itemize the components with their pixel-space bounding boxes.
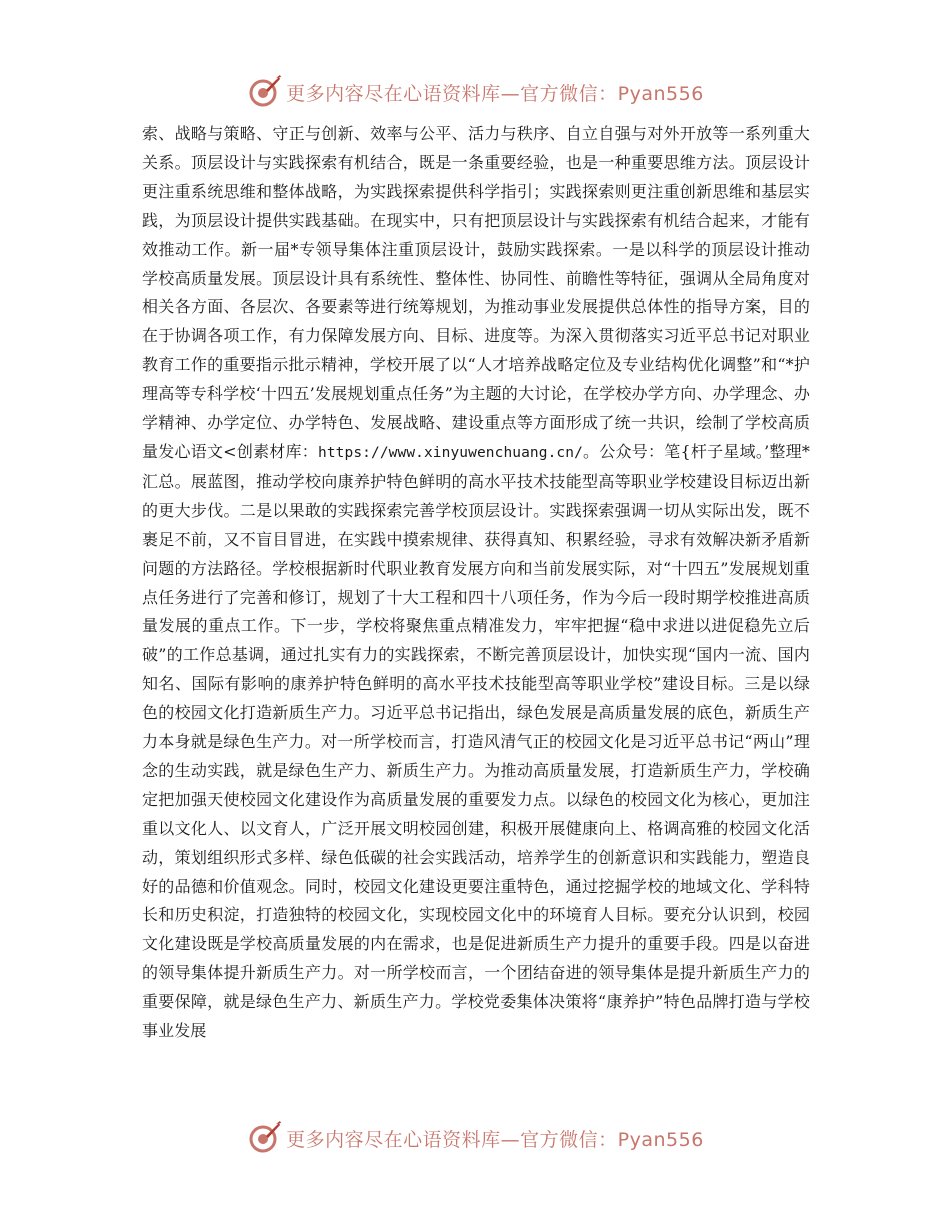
header-banner-text: 更多内容尽在心语资料库—官方微信：Pyan556	[286, 82, 704, 105]
quill-pen-logo-icon	[246, 74, 282, 110]
header-banner	[0, 72, 950, 112]
footer-banner-text: 更多内容尽在心语资料库—官方微信：Pyan556	[286, 1128, 704, 1151]
body-text-before-url: 索、战略与策略、守正与创新、效率与公平、活力与秩序、自立自强与对外开放等一系列重大关系。顶层设计与实践探索有机结合，既是一条重要经验，也是一种重要思维方法。顶层设计更注重系统思维和整体战略，为实践探索提供科学指引；实践探索则更注重创新思维和基层实践，为顶层设计提供实践基础。在现实中，只有把顶层设计与实践探索有机结合起来，才能有效推动工作。新一届*专领导集体注重顶层设计，鼓励实践探索。一是以科学的顶层设计推动学校高质量发展。顶层设计具有系统性、整体性、协同性、前瞻性等特征，强调从全局角度对相关各方面、各层次、各要素等进行统筹规划，为推动事业发展提供总体性的指导方案，目的在于协调各项工作，有力保障发展方向、目标、进度等。为深入贯彻落实习近平总书记对职业教育工作的重要指示批示精神，学校开展了以“人才培养战略定位及专业结构优化调整”和“*护理高等专科学校‘十四五’发展规划重点任务”为主题的大讨论，在学校办学方向、办学理念、办学精神、办学定位、办学特色、发展战略、建设重点等方面形成了统一共识，绘制了学校高质量发心语文<创素材库：	[142, 124, 810, 461]
quill-pen-logo-icon	[246, 1120, 282, 1156]
body-paragraph	[142, 120, 810, 1046]
footer-banner	[0, 1118, 950, 1158]
body-text-after-url: 。公众号：笔{杆子星域。’整理*汇总。展蓝图，推动学校向康养护特色鲜明的高水平技术技能型高等职业学校建设目标迈出新的更大步伐。二是以果敢的实践探索完善学校顶层设计。实践探索强调一切从实际出发，既不裹足不前，又不盲目冒进，在实践中摸索规律、获得真知、积累经验，寻求有效解决新矛盾新问题的方法路径。学校根据新时代职业教育发展方向和当前发展实际，对“十四五”发展规划重点任务进行了完善和修订，规划了十大工程和四十八项任务，作为今后一段时期学校推进高质量发展的重点工作。下一步，学校将聚焦重点精准发力，牢牢把握“稳中求进以进促稳先立后破”的工作总基调，通过扎实有力的实践探索，不断完善顶层设计，加快实现“国内一流、国内知名、国际有影响的康养护特色鲜明的高水平技术技能型高等职业学校”建设目标。三是以绿色的校园文化打造新质生产力。习近平总书记指出，绿色发展是高质量发展的底色，新质生产力本身就是绿色生产力。对一所学校而言，打造风清气正的校园文化是习近平总书记“两山”理念的生动实践，就是绿色生产力、新质生产力。为推动高质量发展，打造新质生产力，学校确定把加强天使校园文化建设作为高质量发展的重要发力点。以绿色的校园文化为核心，更加注重以文化人、以文育人，广泛开展文明校园创建，积极开展健康向上、格调高雅的校园文化活动，策划组织形式多样、绿色低碳的社会实践活动，培养学生的创新意识和实践能力，塑造良好的品德和价值观念。同时，校园文化建设更要注重特色，通过挖掘学校的地域文化、学科特长和历史积淀，打造独特的校园文化，实现校园文化中的环境育人目标。要充分认识到，校园文化建设既是学校高质量发展的内在需求，也是促进新质生产力提升的重要手段。四是以奋进的领导集体提升新质生产力。对一所学校而言，一个团结奋进的领导集体是提升新质生产力的重要保障，就是绿色生产力、新质生产力。学校党委集体决策将“康养护”特色品牌打造与学校事业发展	[142, 441, 810, 1041]
source-url: https://www.xinyuwenchuang.cn/	[318, 444, 583, 461]
document-body	[142, 120, 810, 1046]
